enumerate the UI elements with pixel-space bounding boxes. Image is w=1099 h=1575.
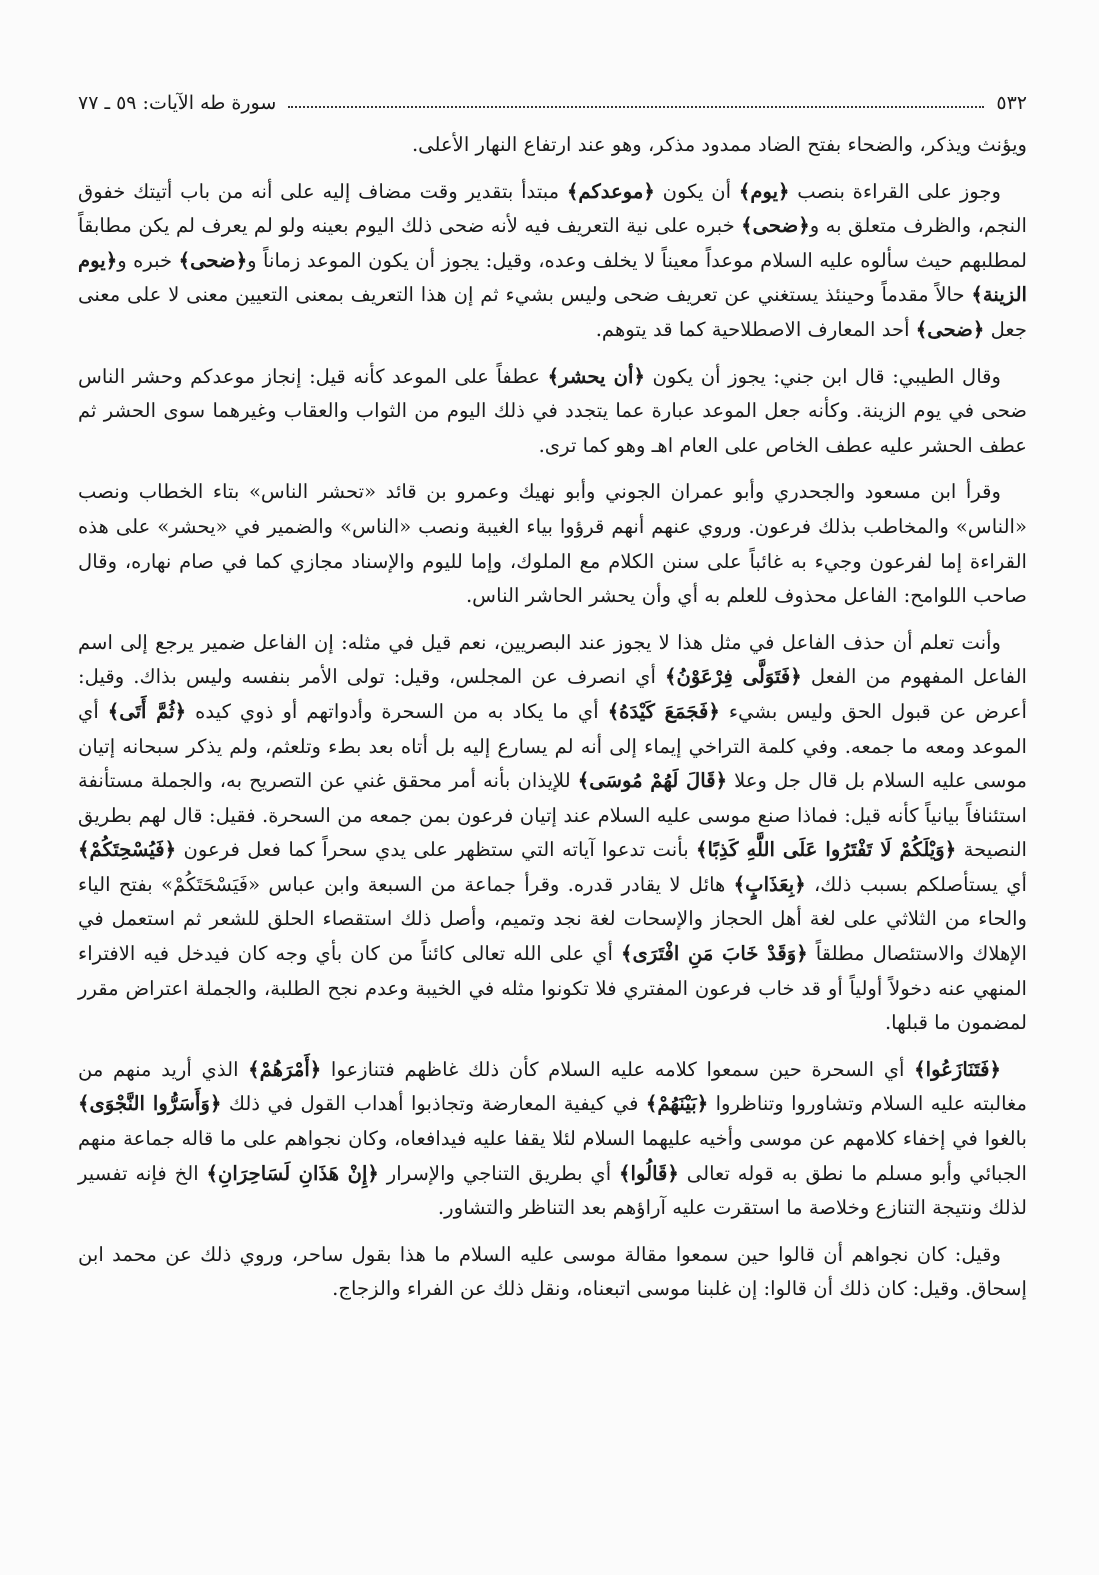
quran-quote: ﴿إِنْ هَذَانِ لَسَاحِرَانِ﴾ [206,1161,379,1185]
paragraph: ﴿فَتَنَازَعُوا﴾ أي السحرة حين سمعوا كلامه عليه السلام كأن ذلك غاظهم فتنازعوا ﴿أَمْرَهُمْ﴾ الذي أريد منهم من مغالبته عليه السلام وتشاوروا وتناظروا ﴿بَيْنَهُمْ﴾ في كيفية المعارضة وتجاذبوا أهداب القول في ذلك ﴿وَأَسَرُّوا النَّجْوَى﴾ بالغوا في إخفاء كلامهم عن موسى وأخيه عليهما السلام لئلا يقفا عليه فيدافعاه، وكان نجواهم على ما قاله جماعة منهم الجبائي وأبو مسلم ما نطق به قوله تعالى ﴿قَالُوا﴾ أي بطريق التناجي والإسرار ﴿إِنْ هَذَانِ لَسَاحِرَانِ﴾ الخ فإنه تفسير لذلك ونتيجة التنازع وخلاصة ما استقرت عليه آراؤهم بعد التناظر والتشاور. [78,1057,1027,1220]
quran-quote: ﴿أن يحشر﴾ [547,364,645,388]
quran-quote: ﴿قَالَ لَهُمْ مُوسَى﴾ [577,769,728,793]
quran-quote: ﴿يوم﴾ [738,179,790,203]
surah-title: سورة طه الآيات: ٥٩ ـ ٧٧ [78,92,277,114]
quran-quote: ﴿يوم الزينة﴾ [78,248,1027,307]
paragraph: وقيل: كان نجواهم أن قالوا حين سمعوا مقالة موسى عليه السلام ما هذا بقول ساحر، وروي ذلك عن محمد ابن إسحاق. وقيل: كان ذلك أن قالوا: إن غلبنا موسى اتبعناه، ونقل ذلك عن الفراء والزجاج. [78,1242,1027,1301]
quran-quote: ﴿ضحى﴾ [915,317,985,341]
paragraph: وجوز على القراءة بنصب ﴿يوم﴾ أن يكون ﴿موعدكم﴾ مبتدأ بتقدير وقت مضاف إليه على أنه من باب أتيتك خفوق النجم، والظرف متعلق به و﴿ضحى﴾ خبره على نية التعريف فيه لأنه ضحى ذلك اليوم بعينه ولو لم يعرف لم يكن مطابقاً لمطلبهم حيث سألوه عليه السلام موعداً معيناً لا يخلف وعده، وقيل: يجوز أن يكون الموعد زماناً و﴿ضحى﴾ خبره و﴿يوم الزينة﴾ حالاً مقدماً وحينئذ يستغني عن تعريف ضحى وليس بشيء ثم إن هذا التعريف بمعنى التعيين معنى لا على معنى جعل ﴿ضحى﴾ أحد المعارف الاصطلاحية كما قد يتوهم. [78,179,1027,341]
quran-quote: ﴿ثُمَّ أَتَى﴾ [107,699,187,723]
quran-quote: ﴿أَمْرَهُمْ﴾ [248,1057,322,1081]
leader-dots [288,106,984,108]
paragraph: وقال الطيبي: قال ابن جني: يجوز أن يكون ﴿أن يحشر﴾ عطفاً على الموعد كأنه قيل: إنجاز موعدكم وحشر الناس ضحى في يوم الزينة. وكأنه جعل الموعد عبارة عما يتجدد في ذلك اليوم من الثواب والعقاب وغيرهما سوى الحشر ثم عطف الحشر عليه عطف الخاص على العام اهـ وهو كما ترى. [78,364,1027,457]
quran-quote: ﴿فَجَمَعَ كَيْدَهُ﴾ [607,699,720,723]
quran-quote: ﴿ضحى﴾ [741,214,810,238]
quran-quote: ﴿فَتَوَلَّى فِرْعَوْنُ﴾ [665,665,802,689]
page-number: ٥٣٢ [996,92,1027,114]
paragraph: ويؤنث ويذكر، والضحاء بفتح الضاد ممدود مذكر، وهو عند ارتفاع النهار الأعلى. [411,133,1027,156]
quran-quote: ﴿ضحى﴾ [178,248,248,272]
quran-quote: ﴿وَيْلَكُمْ لَا تَفْتَرُوا عَلَى اللَّهِ كَذِبًا﴾ [696,838,957,862]
paragraph: وأنت تعلم أن حذف الفاعل في مثل هذا لا يجوز عند البصريين، نعم قيل في مثله: إن الفاعل ضمير يرجع إلى اسم الفاعل المفهوم من الفعل ﴿فَتَوَلَّى فِرْعَوْنُ﴾ أي انصرف عن المجلس، وقيل: تولى الأمر بنفسه وليس بذاك. وقيل: أعرض عن قبول الحق وليس بشيء ﴿فَجَمَعَ كَيْدَهُ﴾ أي ما يكاد به من السحرة وأدواتهم أو ذوي كيده ﴿ثُمَّ أَتَى﴾ أي الموعد ومعه ما جمعه. وفي كلمة التراخي إيماء إلى أنه لم يسارع إليه بل أتاه بعد بطء وتلعثم، ولم يذكر سبحانه إتيان موسى عليه السلام بل قال جل وعلا ﴿قَالَ لَهُمْ مُوسَى﴾ للإيذان بأنه أمر محقق غني عن التصريح به، والجملة مستأنفة استئنافاً بيانياً كأنه قيل: فماذا صنع موسى عليه السلام عند إتيان فرعون بمن جمعه من السحرة. فقيل: قال لهم بطريق النصيحة ﴿وَيْلَكُمْ لَا تَفْتَرُوا عَلَى اللَّهِ كَذِبًا﴾ بأنت تدعوا آياته التي ستظهر على يدي سحراً كما فعل فرعون ﴿فَيُسْحِتَكُمْ﴾ أي يستأصلكم بسبب ذلك، ﴿بِعَذَابٍ﴾ هائل لا يقادر قدره. وقرأ جماعة من السبعة وابن عباس «فَيَسْحَتَكُمْ» بفتح الياء والحاء من الثلاثي على لغة أهل الحجاز والإسحات لغة نجد وتميم، وأصل ذلك استقصاء الحلق للشعر ثم استعمل في الإهلاك والاستئصال مطلقاً ﴿وَقَدْ خَابَ مَنِ افْتَرَى﴾ أي على الله تعالى كائناً من كان بأي وجه كان فيدخل فيه الافتراء المنهي عنه دخولاً أولياً أو قد خاب فرعون المفتري فلا تكونوا مثله في الخيبة وعدم نجح الطلبة، والجملة اعتراض مقرر لمضمون ما قبلها. [78,630,1027,1035]
quran-quote: ﴿فَيُسْحِتَكُمْ﴾ [78,838,177,862]
quran-quote: ﴿فَتَنَازَعُوا﴾ [914,1057,1001,1081]
quran-quote: ﴿وَأَسَرُّوا النَّجْوَى﴾ [78,1092,222,1116]
paragraph: وقرأ ابن مسعود والجحدري وأبو عمران الجوني وأبو نهيك وعمرو بن قائد «تحشر الناس» بتاء الخطاب ونصب «الناس» والمخاطب بذلك فرعون. وروي عنهم أنهم قرؤوا بياء الغيبة ونصب «الناس» والضمير في «يحشر» على هذه القراءة إما لفرعون وجيء به غائباً على سنن الكلام مع الملوك، وإما لليوم والإسناد مجازي كما في صام نهاره، وقال صاحب اللوامح: الفاعل محذوف للعلم به أي وأن يحشر الحاشر الناس. [78,480,1027,608]
running-header [78,86,1027,120]
quran-quote: ﴿بِعَذَابٍ﴾ [733,872,806,896]
quran-quote: ﴿موعدكم﴾ [566,179,655,203]
quran-quote: ﴿بَيْنَهُمْ﴾ [645,1092,709,1116]
quran-quote: ﴿قَالُوا﴾ [619,1161,679,1185]
quran-quote: ﴿وَقَدْ خَابَ مَنِ افْتَرَى﴾ [620,942,808,966]
page-body [78,128,1027,1307]
